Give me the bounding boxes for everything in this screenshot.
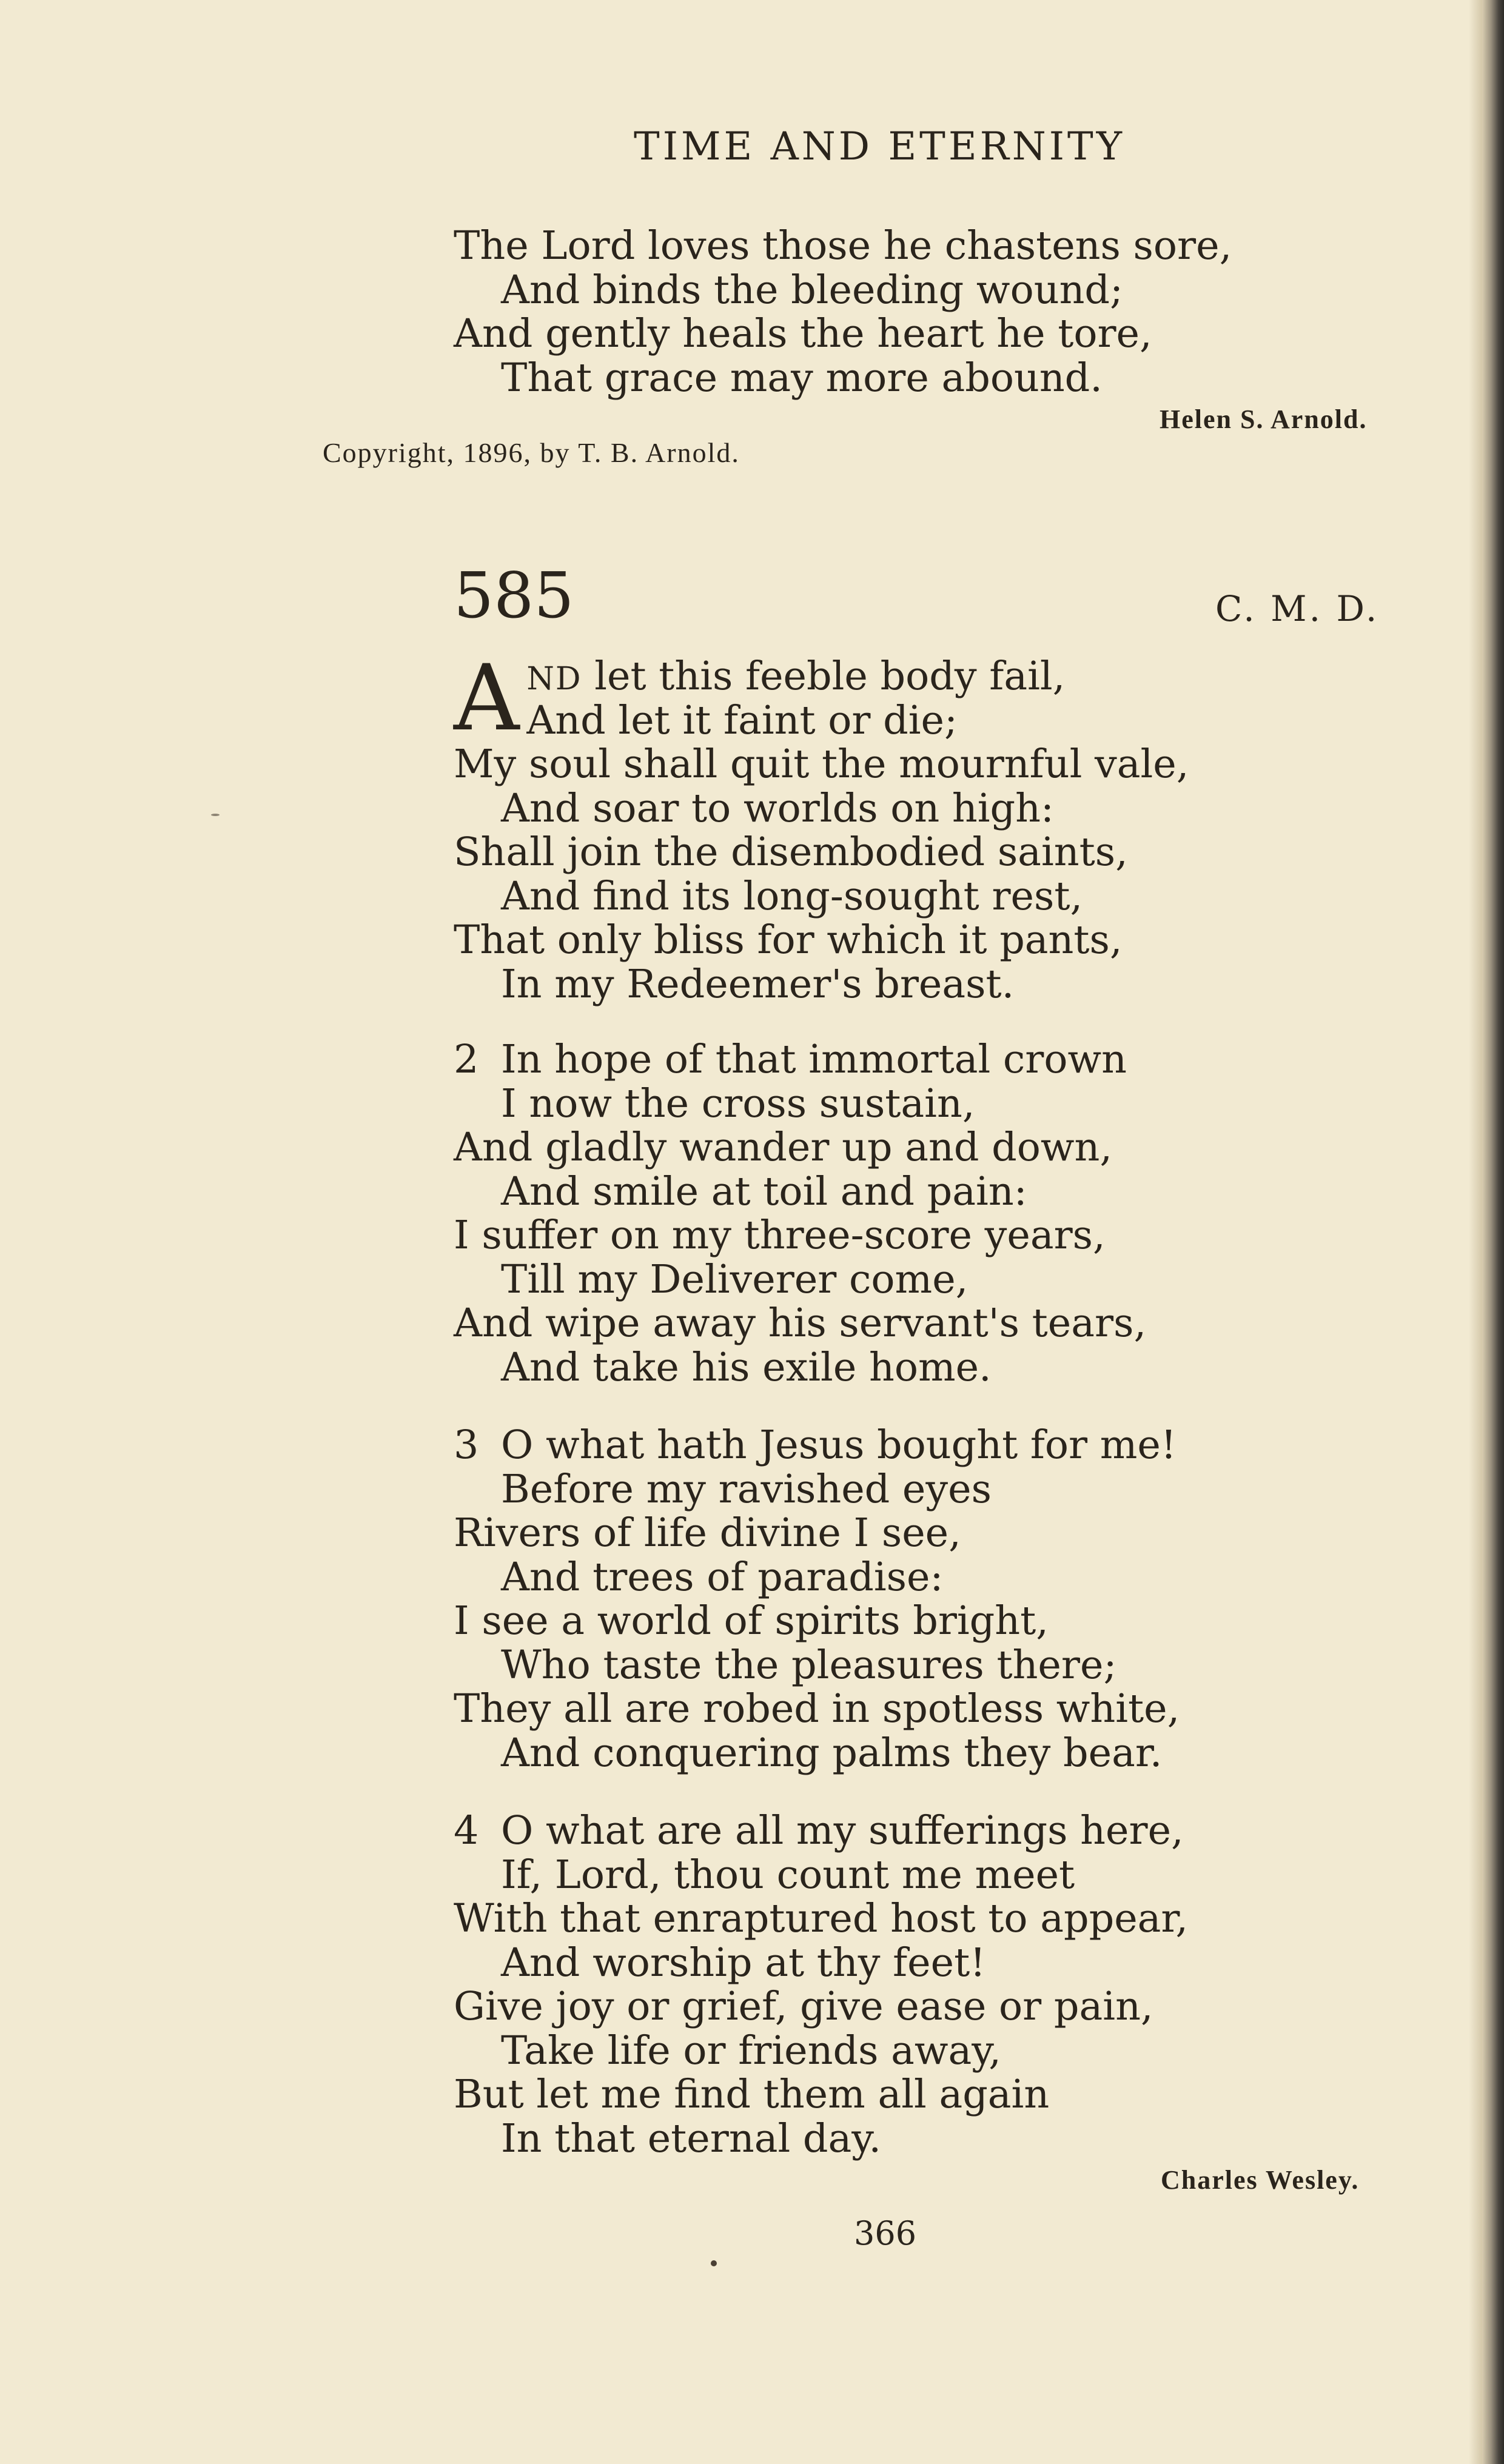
verse-line: With that enraptured host to appear, <box>454 1896 1189 1941</box>
verse-line: I see a world of spirits bright, <box>454 1598 1049 1644</box>
verse-line: And binds the bleeding wound; <box>501 267 1123 313</box>
hymn-number: 585 <box>454 558 574 632</box>
verse-line: In that eternal day. <box>501 2115 882 2161</box>
verse-line: I suffer on my three-score years, <box>454 1213 1106 1258</box>
verse-number: 4 <box>454 1808 479 1853</box>
verse-line: Who taste the pleasures there; <box>501 1642 1117 1688</box>
verse-line: And gladly wander up and down, <box>454 1125 1112 1170</box>
verse-line: The Lord loves those he chastens sore, <box>454 223 1232 269</box>
ink-speck <box>711 2260 717 2266</box>
verse-line: And take his exile home. <box>501 1344 992 1390</box>
verse-line: Shall join the disembodied saints, <box>454 829 1128 875</box>
verse-line: And soar to worlds on high: <box>501 785 1054 831</box>
verse-line: Take life or friends away, <box>501 2027 1001 2074</box>
verse-number: 3 <box>454 1422 479 1468</box>
verse-line: They all are robed in spotless white, <box>454 1686 1180 1732</box>
verse-line: My soul shall quit the mournful vale, <box>454 742 1189 787</box>
verse-3 <box>454 1424 1180 1775</box>
first-line-text: let this feeble body fail, <box>582 654 1066 699</box>
verse-line: But let me find them all again <box>454 2072 1050 2117</box>
verse-line: And smile at toil and pain: <box>501 1168 1027 1214</box>
verse-line: That only bliss for which it pants, <box>454 917 1123 963</box>
verse-line: And let it faint or die; <box>526 697 958 743</box>
previous-hymn-author: Helen S. Arnold. <box>1160 404 1368 434</box>
verse-line-first <box>454 655 1189 699</box>
verse-line: I now the cross sustain, <box>501 1080 975 1127</box>
verse-line: That grace may more abound. <box>501 355 1103 401</box>
verse-line: Rivers of life divine I see, <box>454 1510 961 1556</box>
page-number: 366 <box>854 2214 917 2252</box>
verse-line: 4 O what are all my sufferings here, <box>454 1808 1184 1853</box>
verse-4 <box>454 1809 1188 2161</box>
verse-line: In my Redeemer's breast. <box>501 961 1015 1007</box>
verse-line: Before my ravished eyes <box>501 1466 992 1512</box>
running-head: TIME AND ETERNITY <box>634 124 1125 169</box>
verse-line: 2 In hope of that immortal crown <box>454 1037 1127 1082</box>
hymn-author: Charles Wesley. <box>1161 2165 1360 2195</box>
verse-line: Give joy or grief, give ease or pain, <box>454 1984 1153 2029</box>
verse-line: If, Lord, thou count me meet <box>501 1852 1075 1898</box>
verse-line: Till my Deliverer come, <box>501 1256 969 1302</box>
verse-2 <box>454 1038 1146 1390</box>
page-edge <box>1482 0 1504 2464</box>
hymn-meter: C. M. D. <box>1215 588 1380 629</box>
first-word-smallcaps: ND <box>526 661 582 697</box>
verse-line: 3 O what hath Jesus bought for me! <box>454 1422 1177 1468</box>
verse-line: And gently heals the heart he tore, <box>454 311 1152 357</box>
verse-line: And conquering palms they bear. <box>501 1730 1163 1776</box>
verse-line: And wipe away his servant's tears, <box>454 1301 1147 1346</box>
copyright-notice: Copyright, 1896, by T. B. Arnold. <box>323 437 740 468</box>
verse-line: And worship at thy feet! <box>501 1940 986 1986</box>
page-edge-shadow <box>1469 0 1482 2464</box>
previous-hymn-verse <box>454 224 1232 400</box>
verse-line: And trees of paradise: <box>501 1554 944 1600</box>
verse-line: And find its long-sought rest, <box>501 873 1083 919</box>
verse-number: 2 <box>454 1037 479 1082</box>
drop-cap: A <box>454 646 520 751</box>
verse-1 <box>454 646 1189 1007</box>
ink-speck <box>211 814 220 816</box>
